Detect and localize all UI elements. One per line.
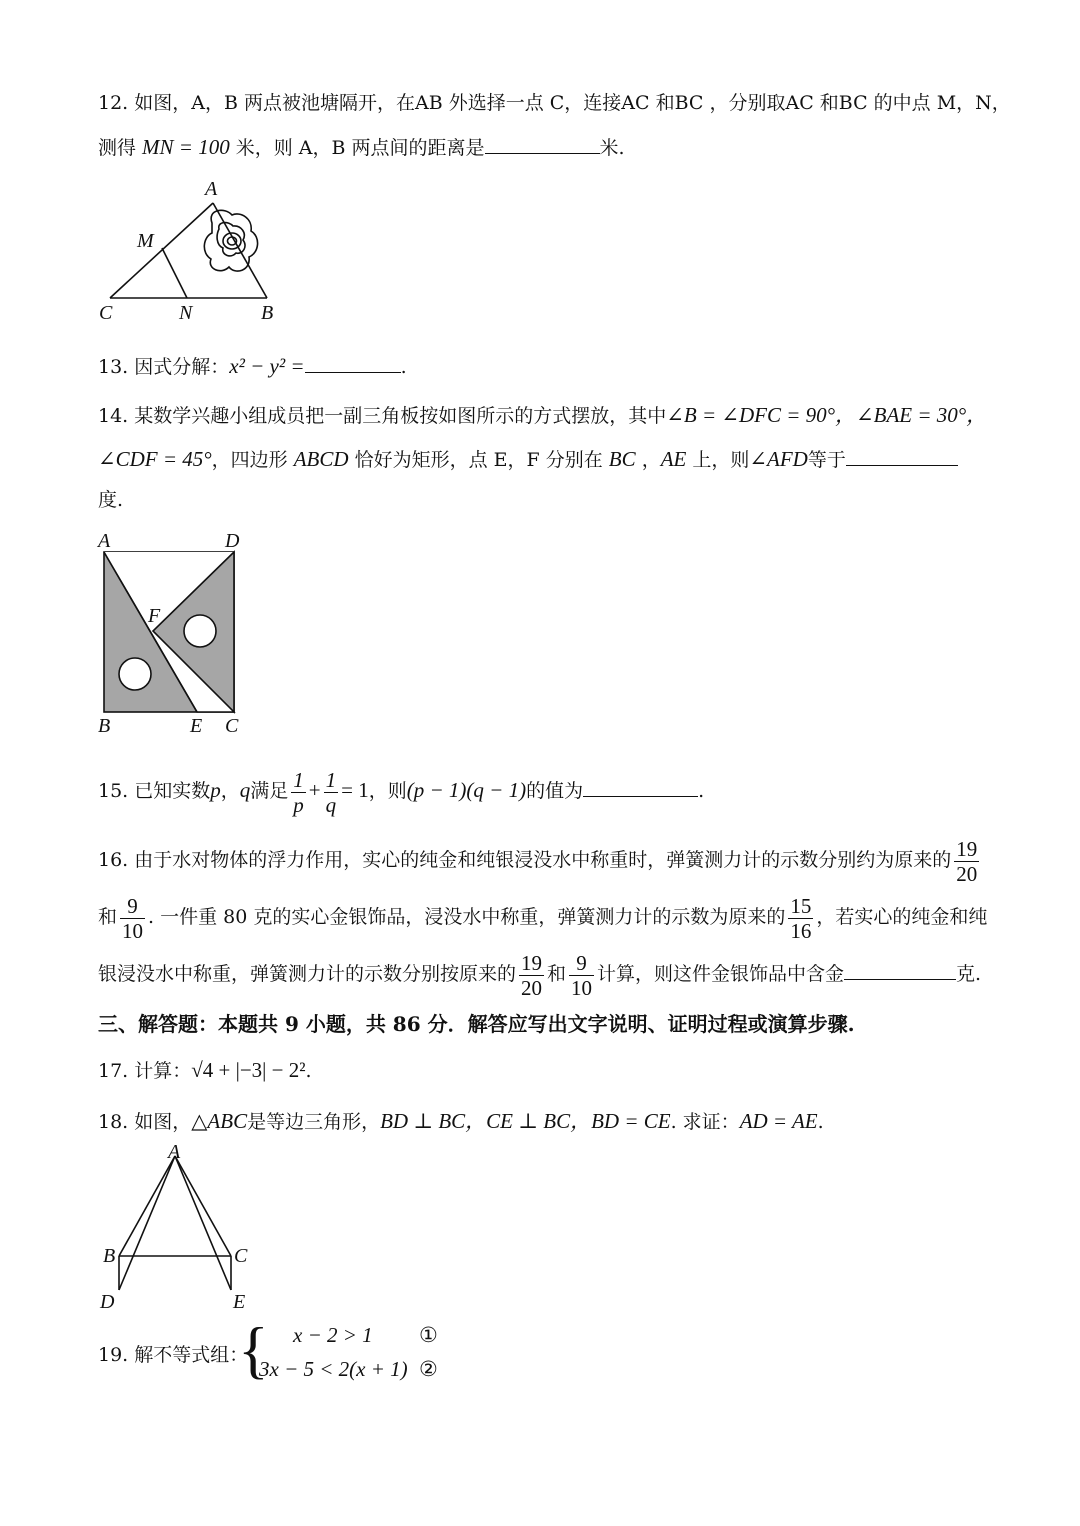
denominator: 10 bbox=[571, 975, 593, 1000]
q12-figure bbox=[95, 175, 285, 325]
q16-text: 16. 由于水对物体的浮力作用，实心的纯金和纯银浸没水中称重时，弹簧测力计的示数分别约为原来的 bbox=[98, 849, 952, 871]
q18-text: 18. 如图， bbox=[98, 1111, 192, 1133]
q12-line1: 12. 如图，A，B 两点被池塘隔开，在AB 外选择一点 C，连接AC 和BC ，分别取AC 和BC 的中点 M，N， bbox=[98, 92, 1011, 114]
q15-math: p bbox=[210, 778, 221, 802]
fraction bbox=[569, 951, 594, 1000]
q15-text: 15. 已知实数 bbox=[98, 780, 211, 802]
q12-text: 米，则 A，B 两点间的距离是 bbox=[229, 137, 485, 159]
q16-line2 bbox=[98, 889, 987, 945]
q14-math: ∠B = ∠DFC = 90°，∠BAE = 30°， bbox=[666, 403, 988, 427]
inequality-2: 3x − 5 < 2(x + 1) bbox=[259, 1357, 408, 1381]
label-M: M bbox=[137, 230, 154, 252]
q16-text: . 一件重 80 克的实心金银饰品，浸没水中称重，弹簧测力计的示数为原来的 bbox=[148, 906, 786, 928]
fraction bbox=[120, 894, 145, 943]
label-F: F bbox=[148, 605, 161, 627]
label-A: A bbox=[205, 178, 218, 200]
q17-math: √4 + |−3| − 2² bbox=[191, 1058, 306, 1082]
section-heading: 三、解答题：本题共 9 小题，共 86 分．解答应写出文字说明、证明过程或演算步骤. bbox=[98, 1012, 855, 1036]
q16-text: 计算，则这件金银饰品中含金 bbox=[597, 963, 845, 985]
label-E: E bbox=[190, 715, 203, 737]
numerator: 9 bbox=[569, 951, 594, 976]
q14-text: 恰好为矩形，点 E，F 分别在 bbox=[354, 449, 603, 471]
q18 bbox=[98, 1108, 824, 1135]
q16-text: ，若实心的纯金和纯 bbox=[816, 906, 988, 928]
numerator: 1 bbox=[325, 767, 337, 792]
q14-line3: 度. bbox=[98, 489, 124, 511]
q18-text: . 求证： bbox=[670, 1111, 740, 1133]
q18-math: △ABC bbox=[191, 1109, 248, 1133]
q13-math: x² − y² = bbox=[229, 354, 305, 378]
q13 bbox=[98, 352, 407, 380]
q16-text: 克. bbox=[956, 963, 982, 985]
q12-text: 测得 bbox=[98, 137, 143, 159]
q15-math: (p − 1)(q − 1) bbox=[406, 778, 527, 802]
denominator: q bbox=[325, 792, 337, 817]
denominator: 20 bbox=[956, 861, 978, 886]
fraction bbox=[324, 768, 339, 817]
q16-text: 银浸没水中称重，弹簧测力计的示数分别按原来的 bbox=[98, 963, 517, 985]
q15-text: ，则 bbox=[368, 780, 407, 802]
q12-line2 bbox=[98, 133, 625, 161]
answer-blank[interactable] bbox=[844, 959, 956, 980]
q19-label: 19. 解不等式组： bbox=[98, 1344, 249, 1366]
q16-line1 bbox=[98, 832, 982, 888]
q12-text: 米. bbox=[599, 137, 625, 159]
q16-text: 和 bbox=[98, 906, 118, 928]
q14-text: ， bbox=[641, 449, 661, 471]
q17 bbox=[98, 1057, 312, 1084]
label-D: D bbox=[100, 1291, 115, 1313]
q15-text: . bbox=[698, 780, 705, 802]
q14-math: ∠CDF = 45° bbox=[98, 447, 212, 471]
label-B: B bbox=[261, 302, 274, 324]
q14-math: ABCD bbox=[293, 447, 349, 471]
q18-math: BD ⊥ BC，CE ⊥ BC，BD = CE bbox=[380, 1109, 671, 1133]
answer-blank[interactable] bbox=[846, 445, 958, 466]
marker-1: ① bbox=[419, 1323, 438, 1347]
q15-text: ， bbox=[220, 780, 240, 802]
q18-text: 是等边三角形， bbox=[247, 1111, 381, 1133]
q18-figure bbox=[95, 1140, 265, 1315]
q14-text: ，四边形 bbox=[211, 449, 288, 471]
q14-text: 等于 bbox=[807, 449, 846, 471]
label-D: D bbox=[225, 530, 240, 552]
denominator: 16 bbox=[790, 918, 812, 943]
label-B: B bbox=[98, 715, 111, 737]
q14-math: AE bbox=[660, 447, 687, 471]
marker-2: ② bbox=[419, 1357, 438, 1381]
q14-text: 上，则 bbox=[692, 449, 750, 471]
label-N: N bbox=[179, 302, 193, 324]
label-A: A bbox=[98, 530, 111, 552]
numerator: 9 bbox=[120, 894, 145, 919]
q15-text: 的值为 bbox=[526, 780, 584, 802]
fraction bbox=[291, 768, 306, 817]
q15-math: = 1 bbox=[341, 778, 369, 802]
q13-text: 13. 因式分解： bbox=[98, 356, 230, 378]
fraction bbox=[954, 837, 979, 886]
answer-blank[interactable] bbox=[485, 133, 600, 154]
q14-math: ∠AFD bbox=[749, 447, 808, 471]
label-E: E bbox=[233, 1291, 246, 1313]
answer-blank[interactable] bbox=[305, 352, 401, 373]
q18-math: AD = AE bbox=[739, 1109, 818, 1133]
fraction bbox=[519, 951, 544, 1000]
label-B: B bbox=[103, 1245, 116, 1267]
label-A: A bbox=[168, 1141, 181, 1163]
q14-text: 14. 某数学兴趣小组成员把一副三角板按如图所示的方式摆放，其中 bbox=[98, 405, 667, 427]
inequality-1: x − 2 > 1 bbox=[293, 1323, 373, 1347]
q15-math: q bbox=[239, 778, 251, 802]
q13-text: . bbox=[400, 356, 407, 378]
fraction bbox=[788, 894, 813, 943]
numerator: 15 bbox=[790, 893, 812, 918]
denominator: p bbox=[293, 792, 304, 817]
q15-text: 满足 bbox=[250, 780, 289, 802]
q17-text: 17. 计算： bbox=[98, 1060, 192, 1082]
denominator: 10 bbox=[122, 918, 144, 943]
numerator: 19 bbox=[956, 836, 978, 861]
numerator: 19 bbox=[521, 950, 543, 975]
label-C: C bbox=[234, 1245, 248, 1267]
q14-line1 bbox=[98, 402, 987, 429]
q15-math: + bbox=[308, 778, 321, 802]
q15 bbox=[98, 762, 704, 819]
q16-line3 bbox=[98, 946, 981, 1002]
system-brace: { bbox=[238, 1314, 269, 1385]
answer-blank[interactable] bbox=[583, 776, 698, 797]
q12-math: MN = 100 bbox=[142, 135, 230, 159]
label-C: C bbox=[225, 715, 239, 737]
label-C: C bbox=[99, 302, 113, 324]
numerator: 1 bbox=[293, 767, 304, 792]
q16-text: 和 bbox=[547, 963, 567, 985]
q14-math: BC bbox=[608, 447, 636, 471]
q17-text: . bbox=[305, 1060, 312, 1082]
q18-text: . bbox=[817, 1111, 824, 1133]
q14-line2 bbox=[98, 445, 958, 473]
q14-figure bbox=[95, 528, 255, 738]
denominator: 20 bbox=[521, 975, 543, 1000]
